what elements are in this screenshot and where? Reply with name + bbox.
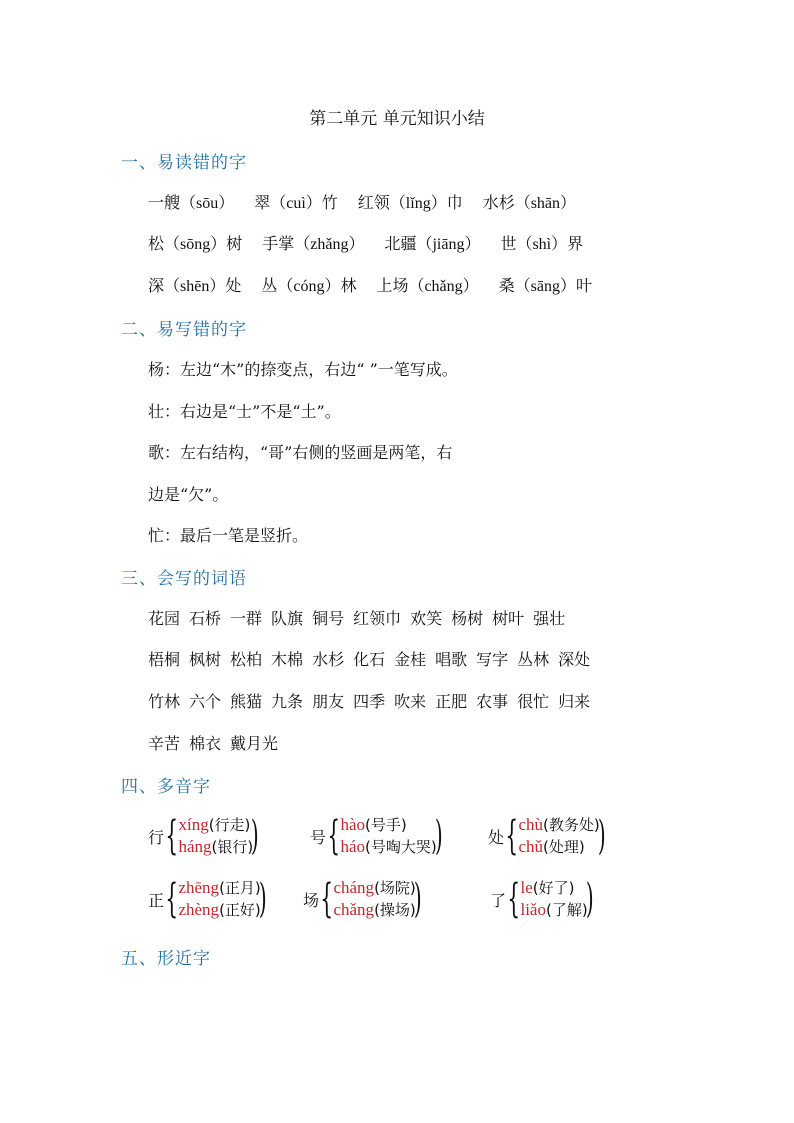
word: 辛苦 [148,734,181,753]
pinyin-item: 世（shì）界 [500,236,584,253]
section-heading-3: 三、会写的词语 [121,569,247,589]
pinyin-item: 松（sōng）树 [148,236,243,253]
pinyin-item: 丛（cóng）林 [261,278,357,295]
left-brace-icon: { [507,876,521,922]
word: 六个 [189,692,222,711]
word: 农事 [476,692,509,711]
right-brace-icon: ) [585,876,594,922]
word: 很忙 [517,692,550,711]
word: 木棉 [271,650,304,669]
word: 归来 [558,692,591,711]
pinyin-row-2 [148,231,603,254]
polyphone-group [490,875,597,923]
word: 深处 [558,650,591,669]
pinyin-item: 水杉（shān） [482,195,577,212]
word: 石桥 [189,609,222,628]
right-brace-icon: ) [258,876,267,922]
polyphone-char: 正 [148,890,165,910]
pinyin-item: 深（shēn）处 [148,278,242,295]
polyphone-char: 行 [148,827,165,847]
writing-tip: 边是“欠”。 [148,485,229,504]
pinyin-item: 一艘（sōu） [148,195,235,212]
word: 金桂 [394,650,427,669]
reading: cháng(场院) [333,878,416,897]
reading: chù(教务处) [518,815,600,834]
word: 唱歌 [435,650,468,669]
word-row-3 [148,689,599,712]
right-brace-icon: ) [251,813,259,859]
word: 松柏 [230,650,263,669]
word: 队旗 [271,609,304,628]
pinyin-item: 红领（lǐng）巾 [357,195,463,212]
word: 棉衣 [189,734,222,753]
pinyin-item: 桑（sāng）叶 [498,278,593,295]
word-row-2 [148,647,599,670]
section-heading-2: 二、易写错的字 [121,320,247,340]
word: 梧桐 [148,650,181,669]
word: 枫树 [189,650,222,669]
left-brace-icon: { [165,813,179,859]
polyphone-char: 场 [303,890,320,910]
section-heading-1: 一、易读错的字 [121,153,247,173]
reading: zhèng(正好) [178,900,261,919]
writing-tip: 杨：左边“木”的捺变点，右边“ ”一笔写成。 [148,360,458,379]
word: 竹林 [148,692,181,711]
word: 化石 [353,650,386,669]
word: 吹来 [394,692,427,711]
polyphone-group [310,812,446,860]
word: 熊猫 [230,692,263,711]
polyphone-char: 处 [488,827,505,847]
pinyin-item: 翠（cuì）竹 [254,195,338,212]
word: 朋友 [312,692,345,711]
writing-tip: 歌：左右结构，“哥”右侧的竖画是两笔，右 [148,443,453,462]
polyphone-group [488,812,609,860]
word: 杨树 [451,609,484,628]
reading: chǎng(操场) [333,900,416,919]
reading: xíng(行走) [178,815,251,834]
polyphone-char: 了 [490,890,507,910]
word: 树叶 [492,609,525,628]
word: 强壮 [533,609,566,628]
reading: le(好了) [520,878,575,897]
word: 九条 [271,692,304,711]
left-brace-icon: { [505,813,519,859]
word: 四季 [353,692,386,711]
word: 水杉 [312,650,345,669]
word: 花园 [148,609,181,628]
word: 丛林 [517,650,550,669]
right-brace-icon: ) [597,813,606,859]
polyphone-group [148,812,263,860]
pinyin-item: 北疆（jiāng） [384,236,481,253]
right-brace-icon: ) [413,876,422,922]
writing-tip: 忙：最后一笔是竖折。 [148,526,309,545]
writing-tip: 壮：右边是“士”不是“土”。 [148,402,341,421]
reading: háng(银行) [178,837,254,856]
reading: hào(号手) [340,815,407,834]
word: 红领巾 [353,609,402,628]
section-heading-5: 五、形近字 [121,949,211,969]
reading: zhēng(正月) [178,878,261,897]
reading: liǎo(了解) [520,900,588,919]
reading: chǔ(处理) [518,837,585,856]
polyphone-group [148,875,270,923]
pinyin-item: 手掌（zhǎng） [262,236,365,253]
polyphone-char: 号 [310,827,327,847]
pinyin-row-1 [148,190,596,213]
word-row-4 [148,731,287,754]
left-brace-icon: { [165,876,179,922]
reading: háo(号啕大哭) [340,837,437,856]
word: 欢笑 [410,609,443,628]
word: 戴月光 [230,734,279,753]
pinyin-item: 上场（chǎng） [376,278,479,295]
right-brace-icon: ) [434,813,443,859]
word: 一群 [230,609,263,628]
left-brace-icon: { [320,876,334,922]
page-title: 第二单元 单元知识小结 [309,109,485,129]
section-heading-4: 四、多音字 [121,777,211,797]
polyphone-group [303,875,425,923]
word: 铜号 [312,609,345,628]
word: 正肥 [435,692,468,711]
word: 写字 [476,650,509,669]
pinyin-row-3 [148,273,612,296]
word-row-1 [148,606,574,629]
left-brace-icon: { [327,813,341,859]
